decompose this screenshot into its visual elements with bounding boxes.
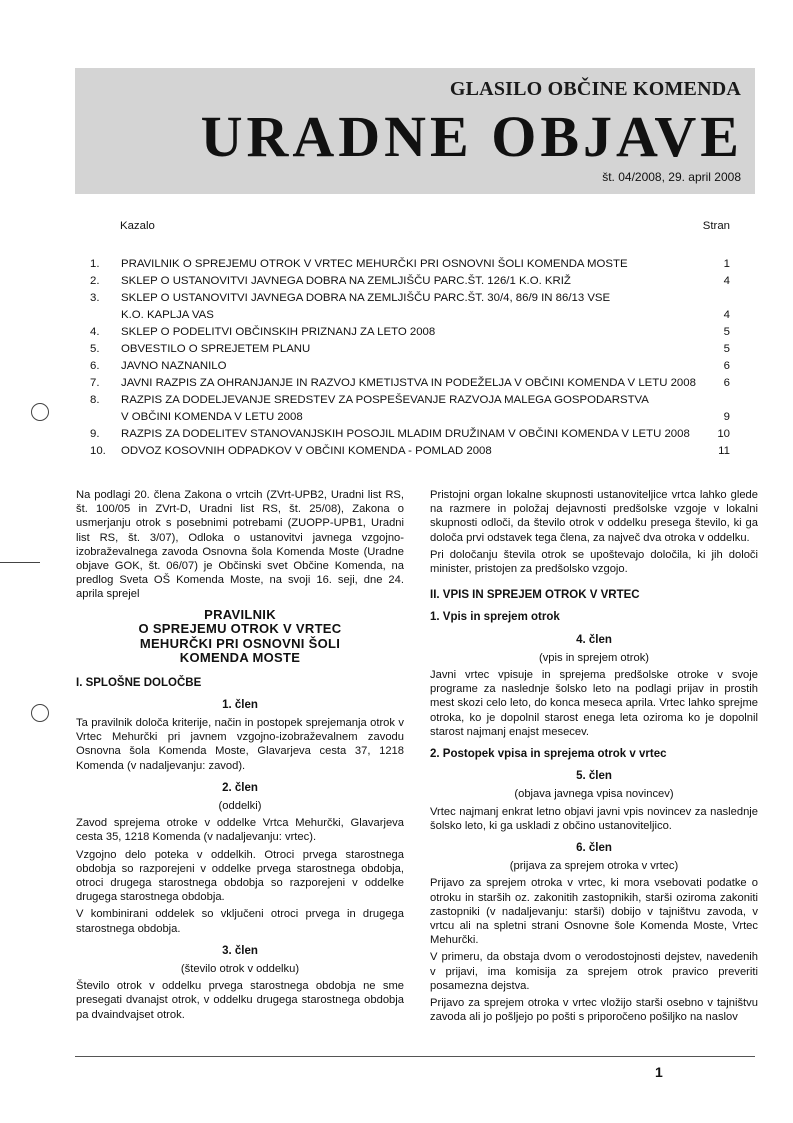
toc-entry-number: 6. bbox=[90, 360, 100, 372]
fold-mark bbox=[0, 562, 40, 563]
toc-entry-title-line: RAZPIS ZA DODELJEVANJE SREDSTEV ZA POSPEŠEVANJE RAZVOJA MALEGA GOSPODARSTVA bbox=[121, 394, 649, 406]
toc-entry-title bbox=[121, 341, 700, 358]
toc-entry-title bbox=[121, 273, 700, 290]
article-text: Vzgojno delo poteka v oddelkih. Otroci prvega starostnega obdobja so razporejeni v oddelke prvega starostnega obdobja, otroci drugega starostnega obdobja so razporejeni v oddelke drugega starostnega obdobja. bbox=[76, 848, 404, 904]
toc-entry-title-line: OBVESTILO O SPREJETEM PLANU bbox=[121, 343, 311, 355]
toc-entry-number: 7. bbox=[90, 377, 100, 389]
article-subtitle: (število otrok v oddelku) bbox=[180, 963, 300, 976]
article-subtitle: (objava javnega vpisa novincev) bbox=[514, 788, 674, 801]
gazette-name: GLASILO OBČINE KOMENDA bbox=[449, 78, 741, 100]
publication-title: URADNE OBJAVE bbox=[200, 104, 743, 169]
issue-date: št. 04/2008, 29. april 2008 bbox=[602, 170, 741, 184]
toc-entry-title bbox=[121, 443, 700, 460]
toc-entry bbox=[90, 324, 730, 341]
subsection-heading: 2. Postopek vpisa in sprejema otrok v vrtec bbox=[430, 748, 667, 761]
article-text: Pri določanju števila otrok se upoštevajo določila, ki jih določi minister, pristojen za predšolsko vzgojo. bbox=[430, 548, 758, 576]
toc-entry-title bbox=[121, 324, 700, 341]
toc-entry bbox=[90, 273, 730, 290]
toc-entry-number: 2. bbox=[90, 275, 100, 287]
toc-entry-number: 10. bbox=[90, 445, 106, 457]
toc-entry-title bbox=[121, 375, 700, 392]
article-title: 6. člen bbox=[576, 842, 612, 855]
article-text: V kombinirani oddelek so vključeni otroci prvega in drugega starostnega obdobja. bbox=[76, 908, 404, 935]
regulation-title-line: KOMENDA MOSTE bbox=[179, 650, 301, 666]
toc-entry bbox=[90, 358, 730, 375]
article-title: 5. člen bbox=[576, 770, 612, 783]
toc-entry-title bbox=[121, 290, 700, 324]
article-subtitle: (prijava za sprejem otroka v vrtec) bbox=[509, 860, 679, 873]
page-number: 1 bbox=[655, 1064, 663, 1080]
regulation-title-line: PRAVILNIK bbox=[204, 606, 276, 622]
toc-entry-number: 4. bbox=[90, 326, 100, 338]
toc-entry bbox=[90, 256, 730, 273]
toc-entry-title bbox=[121, 256, 700, 273]
toc-entry-title-line: K.O. KAPLJA VAS bbox=[121, 309, 214, 321]
toc-entry bbox=[90, 443, 730, 460]
footer-rule bbox=[75, 1056, 755, 1057]
toc-entry-page: 10 bbox=[717, 428, 730, 440]
toc-page-label: Stran bbox=[702, 220, 730, 232]
toc-entry-title bbox=[121, 426, 700, 443]
article-subtitle: (oddelki) bbox=[218, 800, 262, 813]
toc-entry-page: 6 bbox=[723, 360, 730, 372]
article-title: 1. člen bbox=[222, 698, 258, 711]
article-text: Število otrok v oddelku prvega starostnega obdobja ne sme presegati dvanajst otrok, v oddelku drugega starostnega obdobja pa dvaindvajset otrok. bbox=[76, 980, 404, 1021]
regulation-title-line: O SPREJEMU OTROK V VRTEC bbox=[138, 621, 342, 637]
toc-entry-title-line: V OBČINI KOMENDA V LETU 2008 bbox=[121, 411, 303, 423]
toc-entry-page: 5 bbox=[723, 343, 730, 355]
toc-entry-page: 4 bbox=[723, 309, 730, 321]
toc-entry-title bbox=[121, 392, 700, 426]
toc-entry bbox=[90, 392, 730, 426]
toc-entry-title-line: SKLEP O PODELITVI OBČINSKIH PRIZNANJ ZA LETO 2008 bbox=[121, 326, 436, 338]
toc-entry-title-line: SKLEP O USTANOVITVI JAVNEGA DOBRA NA ZEMLJIŠČU PARC.ŠT. 126/1 K.O. KRIŽ bbox=[121, 275, 571, 287]
punch-hole-mark bbox=[31, 403, 49, 421]
toc-entry bbox=[90, 375, 730, 392]
toc-entry-title-line: JAVNO NAZNANILO bbox=[121, 360, 227, 372]
article-title: 3. člen bbox=[222, 944, 258, 957]
toc-entry-page: 6 bbox=[723, 377, 730, 389]
punch-hole-mark bbox=[31, 704, 49, 722]
toc-entry-number: 8. bbox=[90, 394, 100, 406]
toc-entry bbox=[90, 341, 730, 358]
toc-entry-page: 1 bbox=[723, 258, 730, 270]
article-text: V primeru, da obstaja dvom o verodostojnosti dejstev, navedenih v prijavi, ima komisija za sprejem otrok pravico preveriti posamezna dejstva. bbox=[430, 951, 758, 992]
article-title: 2. člen bbox=[222, 781, 258, 794]
section-heading: I. SPLOŠNE DOLOČBE bbox=[76, 676, 202, 689]
article-title: 4. člen bbox=[576, 633, 612, 646]
toc-entry-title bbox=[121, 358, 700, 375]
preamble: Na podlagi 20. člena Zakona o vrtcih (ZVrt-UPB2, Uradni list RS, št. 100/05 in ZVrt-D, Uradni list RS, št. 25/08), Zakona o usmerjanju otrok s posebnimi potrebami (ZUOPP-UPB1, Uradni list RS, št. 3/07), Odloka o ustanovitvi javnega vzgojno-izobraževalnega zavoda Osnovna šola Komenda Moste (Uradne objave GOK, št. 06/07) je Občinski svet Občine Komenda, na predlog Sveta OŠ Komenda Moste, na svoji 16. seji, dne 24. aprila sprejel bbox=[76, 489, 404, 601]
table-of-contents bbox=[90, 220, 730, 460]
toc-entry-number: 5. bbox=[90, 343, 100, 355]
left-column bbox=[76, 488, 404, 1025]
toc-entry-title-line: PRAVILNIK O SPREJEMU OTROK V VRTEC MEHURČKI PRI OSNOVNI ŠOLI KOMENDA MOSTE bbox=[121, 258, 628, 270]
toc-entry-title-line: ODVOZ KOSOVNIH ODPADKOV V OBČINI KOMENDA - POMLAD 2008 bbox=[121, 445, 492, 457]
article-subtitle: (vpis in sprejem otrok) bbox=[538, 651, 650, 664]
article-text: Prijavo za sprejem otroka v vrtec vložijo starši osebno v tajništvu zavoda ali jo pošljejo po pošti s priporočeno pošiljko na naslov bbox=[430, 997, 758, 1024]
subsection-heading: 1. Vpis in sprejem otrok bbox=[430, 611, 560, 624]
toc-header bbox=[90, 220, 730, 256]
toc-entry-title-line: SKLEP O USTANOVITVI JAVNEGA DOBRA NA ZEMLJIŠČU PARC.ŠT. 30/4, 86/9 IN 86/13 VSE bbox=[121, 292, 611, 304]
toc-entry-title-line: RAZPIS ZA DODELITEV STANOVANJSKIH POSOJIL MLADIM DRUŽINAM V OBČINI KOMENDA V LETU 2008 bbox=[121, 428, 690, 440]
section-heading: II. VPIS IN SPREJEM OTROK V VRTEC bbox=[430, 589, 640, 602]
toc-entry bbox=[90, 290, 730, 324]
article-text: Javni vrtec vpisuje in sprejema predšolske otroke v svoje programe za naslednje šolsko leto na podlagi prijav in prostih mest skozi celo leto, do konca meseca aprila. Vrtec lahko sprejme otroka, ko je dopolnil starost enega leta oziroma ko je dopolnil starost najmanj enajst mesecev. bbox=[430, 669, 758, 738]
toc-entry-number: 3. bbox=[90, 292, 100, 304]
article-text: Vrtec najmanj enkrat letno objavi javni vpis novincev za naslednje šolsko leto, ki ga uskladi z občino ustanoviteljico. bbox=[430, 805, 758, 832]
article-text: Ta pravilnik določa kriterije, način in postopek sprejemanja otrok v Vrtec Mehurčki pri javnem vzgojno-izobraževalnem zavodu Osnovna šola Komenda Moste, Glavarjeva cesta 37, 1218 Komenda (v nadaljevanju: zavod). bbox=[76, 717, 404, 772]
toc-entry bbox=[90, 426, 730, 443]
right-column bbox=[430, 488, 758, 1028]
regulation-title bbox=[76, 608, 404, 666]
article-text: Zavod sprejema otroke v oddelke Vrtca Mehurčki, Glavarjeva cesta 35, 1218 Komenda (v nadaljevanju: vrtec). bbox=[76, 817, 404, 844]
toc-entry-page: 11 bbox=[718, 445, 730, 457]
regulation-title-line: MEHURČKI PRI OSNOVNI ŠOLI bbox=[139, 635, 341, 651]
toc-label: Kazalo bbox=[120, 220, 155, 232]
toc-entry-page: 5 bbox=[723, 326, 730, 338]
toc-entry-number: 9. bbox=[90, 428, 100, 440]
article-text: Prijavo za sprejem otroka v vrtec, ki mora vsebovati podatke o otroku in starših oz. zakonitih zastopnikih, starši oziroma zakoniti zastopniki (v nadaljevanju: starši) dobijo v tajništvu zavoda, v vrtcu ali na spletni strani Osnovne šole Komenda Moste, Vrtec Mehurčki. bbox=[430, 877, 758, 947]
toc-entry-number: 1. bbox=[90, 258, 100, 270]
toc-entry-page: 4 bbox=[723, 275, 730, 287]
article-text: Pristojni organ lokalne skupnosti ustanoviteljice vrtca lahko glede na razmere in položaj dejavnosti predšolske vzgoje v lokalni skupnosti odloči, da število otrok v oddelku presega število, ki ga določa prvi odstavek tega člena, za največ dva otroka v oddelku. bbox=[430, 489, 758, 544]
toc-entry-title-line: JAVNI RAZPIS ZA OHRANJANJE IN RAZVOJ KMETIJSTVA IN PODEŽELJA V OBČINI KOMENDA V LETU 2008 bbox=[121, 377, 696, 389]
toc-entry-page: 9 bbox=[723, 411, 730, 423]
